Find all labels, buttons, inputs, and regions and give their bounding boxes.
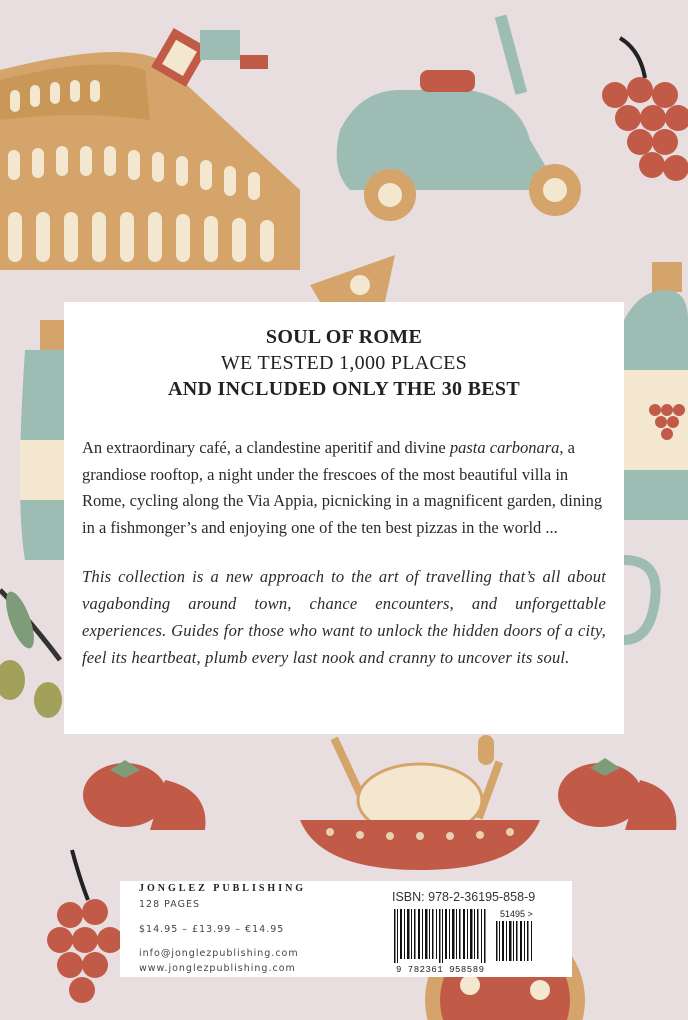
publisher-website: www.jonglezpublishing.com (139, 963, 296, 974)
price-list: $14.95 – £13.99 – €14.95 (139, 924, 285, 935)
page-count: 128 PAGES (139, 899, 200, 910)
bottle-left-icon (20, 320, 64, 560)
collection-paragraph: This collection is a new approach to the art of travelling that’s all about vagabonding around town, chance encounters, and unforgettable experiences. Guides for those who want to unlock the hidden doors of a city, feel its heartbeat, plumb every last nook and cranny to uncover its soul. (82, 567, 606, 667)
intro-emphasis: pasta carbonara (449, 438, 560, 457)
publisher-email: info@jonglezpublishing.com (139, 948, 299, 959)
olive-branch-icon (0, 588, 62, 718)
intro-paragraph (82, 435, 606, 541)
intro-text-start: An extraordinary café, a clandestine aperitif and divine (82, 438, 450, 457)
scooter-icon (337, 15, 581, 221)
barcode-price-code: 51495 > (500, 909, 533, 919)
tagline-line-2: AND INCLUDED ONLY THE 30 BEST (168, 378, 520, 400)
publisher-name: JONGLEZ PUBLISHING (139, 883, 307, 894)
isbn-label: ISBN: 978-2-36195-858-9 (392, 890, 536, 904)
intro-text-end: , a grandiose rooftop, a night under the frescoes of the most beautiful villa in Rome, cycling along the Via Appia, picnicking in a magnificent garden, dining in a fishmonger’s and enjoying one of the ten best pizzas in the world ... (82, 438, 603, 537)
barcode-number: 9 782361 958589 (396, 965, 485, 975)
wine-bottle-icon (624, 262, 688, 640)
pizza-slice-icon (310, 255, 395, 302)
title-block (82, 324, 606, 402)
tagline-line-1: WE TESTED 1,000 PLACES (220, 352, 468, 374)
publisher-info-box (120, 881, 572, 977)
tomato-left-icon (83, 760, 206, 830)
grapes-bottom-icon (47, 850, 123, 1003)
tomato-right-icon (558, 758, 676, 830)
colosseum-icon (0, 52, 300, 270)
description-panel (64, 302, 624, 734)
pasta-bowl-icon (300, 735, 540, 870)
book-title: SOUL OF ROME (265, 326, 423, 348)
grapes-icon (602, 38, 688, 181)
